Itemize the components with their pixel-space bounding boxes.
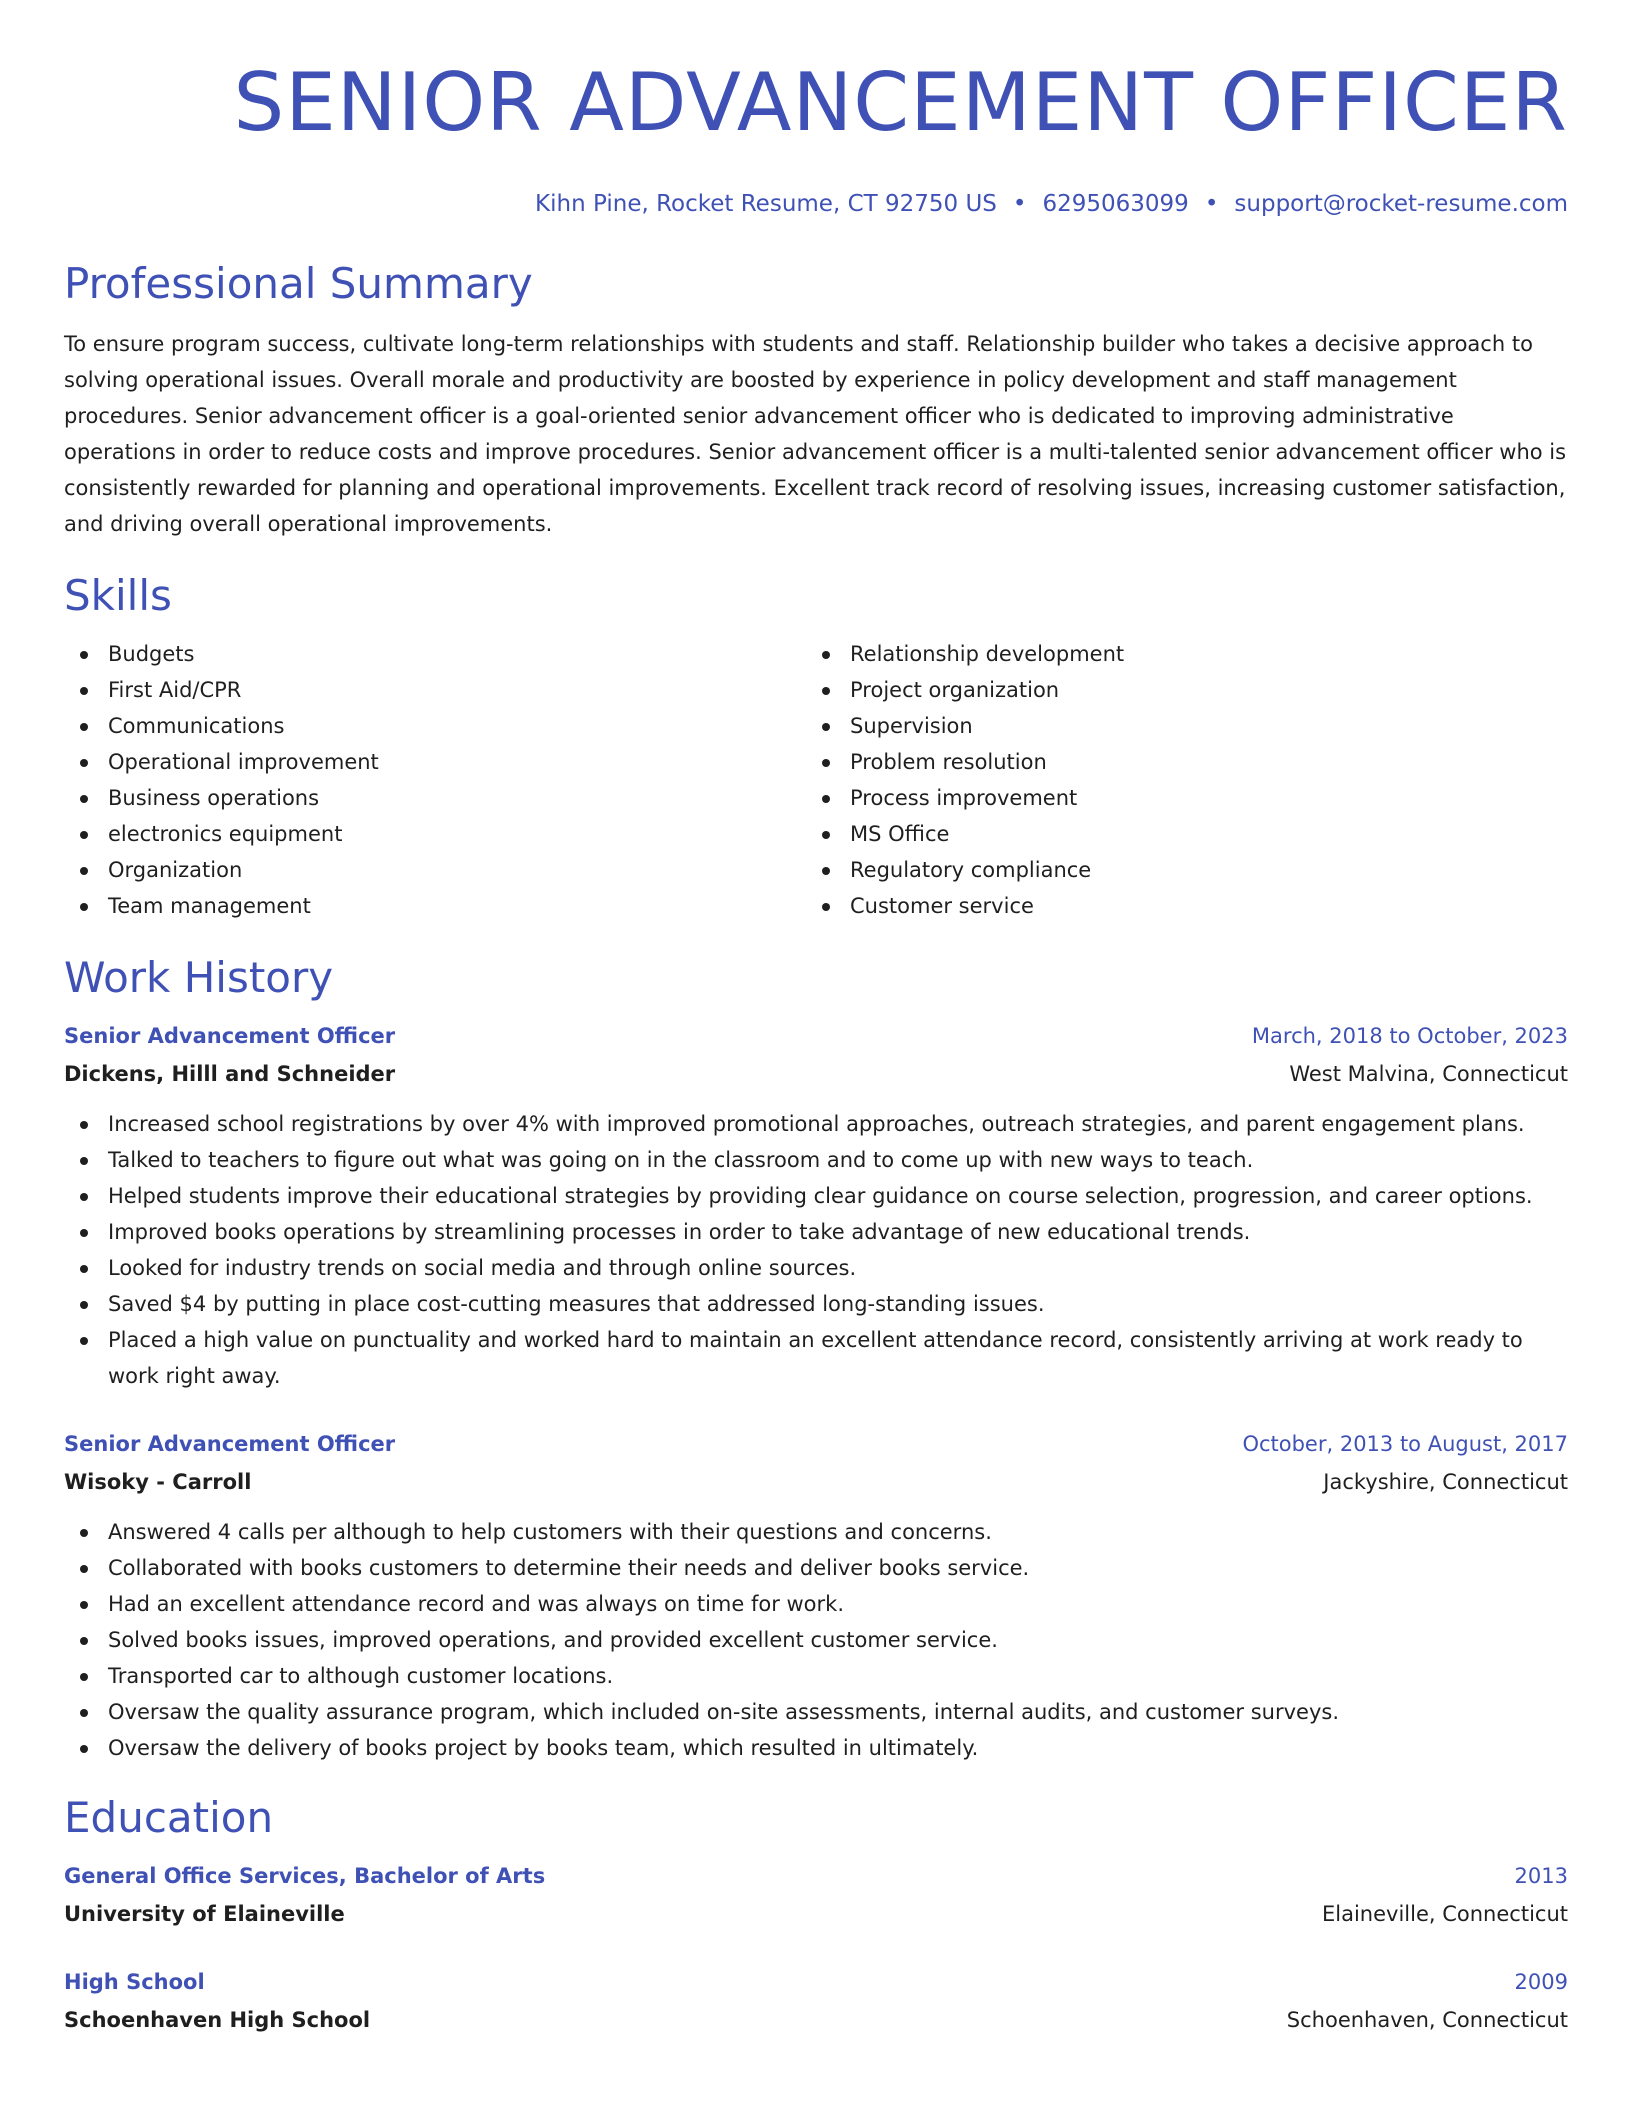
skill-item: Business operations	[64, 780, 806, 816]
education-entry	[64, 1964, 1568, 2038]
job-bullet: Transported car to although customer locations.	[64, 1658, 1568, 1694]
job-title: Senior Advancement Officer	[64, 1024, 396, 1048]
skill-item: MS Office	[806, 816, 1548, 852]
section-heading-summary: Professional Summary	[64, 259, 533, 308]
job-employer: Dickens, Hilll and Schneider	[64, 1062, 396, 1086]
skill-item: Relationship development	[806, 636, 1548, 672]
education-location: Elaineville, Connecticut	[1322, 1902, 1568, 1926]
resume-title: SENIOR ADVANCEMENT OFFICER	[233, 56, 1568, 149]
job-header	[64, 1018, 1568, 1054]
job-bullet: Oversaw the delivery of books project by books team, which resulted in ultimately.	[64, 1730, 1568, 1766]
skills-column-left	[64, 636, 806, 924]
education-school: University of Elaineville	[64, 1902, 345, 1926]
contact-separator: •	[1012, 191, 1027, 217]
contact-email[interactable]: support@rocket-resume.com	[1234, 191, 1568, 217]
contact-line	[64, 189, 1568, 219]
job-location: West Malvina, Connecticut	[1289, 1062, 1568, 1086]
job-bullet: Improved books operations by streamlining processes in order to take advantage of new educational trends.	[64, 1214, 1568, 1250]
job-bullet: Answered 4 calls per although to help customers with their questions and concerns.	[64, 1514, 1568, 1550]
job-header	[64, 1426, 1568, 1462]
education-school-row	[64, 2002, 1568, 2038]
job-bullet: Talked to teachers to figure out what was going on in the classroom and to come up with new ways to teach.	[64, 1142, 1568, 1178]
job-employer: Wisoky - Carroll	[64, 1470, 252, 1494]
skill-item: Operational improvement	[64, 744, 806, 780]
job-entry	[64, 1018, 1568, 1394]
job-dates: March, 2018 to October, 2023	[1251, 1024, 1568, 1048]
job-entry	[64, 1426, 1568, 1766]
job-bullet: Had an excellent attendance record and was always on time for work.	[64, 1586, 1568, 1622]
job-employer-row	[64, 1464, 1568, 1500]
job-bullet: Increased school registrations by over 4% with improved promotional approaches, outreach strategies, and parent engagement plans.	[64, 1106, 1568, 1142]
skills-list	[64, 636, 1568, 924]
job-bullet: Collaborated with books customers to determine their needs and deliver books service.	[64, 1550, 1568, 1586]
contact-phone[interactable]: 6295063099	[1042, 191, 1189, 217]
job-bullet: Oversaw the quality assurance program, which included on-site assessments, internal audits, and customer surveys.	[64, 1694, 1568, 1730]
job-bullet: Helped students improve their educational strategies by providing clear guidance on course selection, progression, and career options.	[64, 1178, 1568, 1214]
job-bullets	[64, 1514, 1568, 1766]
contact-address: Kihn Pine, Rocket Resume, CT 92750 US	[535, 191, 997, 217]
section-heading-skills: Skills	[64, 571, 172, 620]
job-location: Jackyshire, Connecticut	[1323, 1470, 1568, 1494]
skill-item: Project organization	[806, 672, 1548, 708]
skills-column-right	[806, 636, 1548, 924]
education-school: Schoenhaven High School	[64, 2008, 371, 2032]
education-location: Schoenhaven, Connecticut	[1286, 2008, 1568, 2032]
contact-separator: •	[1204, 191, 1219, 217]
skill-item: Supervision	[806, 708, 1548, 744]
skill-item: Customer service	[806, 888, 1548, 924]
education-header	[64, 1858, 1568, 1894]
job-title: Senior Advancement Officer	[64, 1432, 396, 1456]
education-year: 2013	[1514, 1864, 1568, 1888]
education-header	[64, 1964, 1568, 2000]
job-dates: October, 2013 to August, 2017	[1242, 1432, 1568, 1456]
skill-item: Team management	[64, 888, 806, 924]
skill-item: Process improvement	[806, 780, 1548, 816]
skill-item: Organization	[64, 852, 806, 888]
skill-item: Problem resolution	[806, 744, 1548, 780]
job-bullet: Solved books issues, improved operations, and provided excellent customer service.	[64, 1622, 1568, 1658]
job-bullet: Looked for industry trends on social media and through online sources.	[64, 1250, 1568, 1286]
skill-item: electronics equipment	[64, 816, 806, 852]
skill-item: Budgets	[64, 636, 806, 672]
job-bullet: Placed a high value on punctuality and worked hard to maintain an excellent attendance record, consistently arriving at work ready to work right away.	[64, 1322, 1568, 1394]
summary-text: To ensure program success, cultivate long-term relationships with students and staff. Relationship builder who takes a decisive approach to solving operational issues. Overall morale and productivity are boosted by experience in policy development and staff management procedures. Senior advancement officer is a goal-oriented senior advancement officer who is dedicated to improving administrative operations in order to reduce costs and improve procedures. Senior advancement officer is a multi-talented senior advancement officer who is consistently rewarded for planning and operational improvements. Excellent track record of resolving issues, increasing customer satisfaction, and driving overall operational improvements.	[64, 332, 1567, 536]
skill-item: Regulatory compliance	[806, 852, 1548, 888]
education-school-row	[64, 1896, 1568, 1932]
education-degree: High School	[64, 1970, 205, 1994]
skill-item: First Aid/CPR	[64, 672, 806, 708]
job-employer-row	[64, 1056, 1568, 1092]
job-bullets	[64, 1106, 1568, 1394]
section-heading-work-history: Work History	[64, 953, 334, 1002]
job-bullet: Saved $4 by putting in place cost-cutting measures that addressed long-standing issues.	[64, 1286, 1568, 1322]
education-degree: General Office Services, Bachelor of Arts	[64, 1864, 546, 1888]
skill-item: Communications	[64, 708, 806, 744]
section-heading-education: Education	[64, 1793, 274, 1842]
education-year: 2009	[1514, 1970, 1568, 1994]
education-entry	[64, 1858, 1568, 1932]
